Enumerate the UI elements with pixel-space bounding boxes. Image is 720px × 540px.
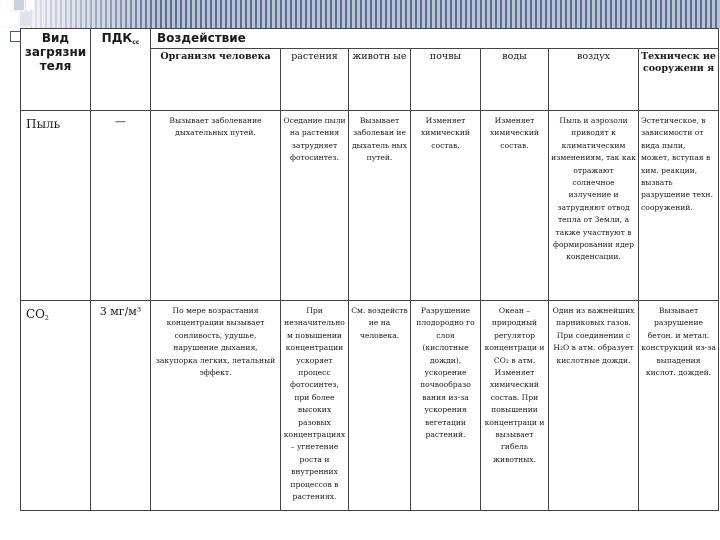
title-decoration-bar bbox=[0, 0, 720, 28]
cell-dust-structures: Эстетическое, в зависимости от вида пыли, может, вступая в хим. реакции, вызвать разрушение техн. сооружений. bbox=[639, 111, 719, 301]
cell-dust-plants: Оседание пыли на растения затрудняет фотосинтез. bbox=[281, 111, 349, 301]
cell-co2-air: Один из важнейших парниковых газов. При соединении с H₂O в атм. образует кислотные дожди. bbox=[549, 301, 639, 511]
header-col-water: воды bbox=[481, 49, 549, 111]
cell-co2-plants: При незначительно м повышении концентрации ускоряет процесс фотосинтез, при более высоких разовых концентрациях – угнетение роста и внутренних процессов в растениях. bbox=[281, 301, 349, 511]
header-effect: Воздействие bbox=[151, 29, 719, 49]
header-pdk: $ПДК_{сс}$ bbox=[91, 29, 151, 111]
cell-co2-water: Океан – природный регулятор концентраци и CO₂ в атм. Изменяет химический состав. При повышении концентраци и вызывает гибель животных. bbox=[481, 301, 549, 511]
cell-dust-soil: Изменяет химический состав. bbox=[411, 111, 481, 301]
header-col-animals: животн ые bbox=[349, 49, 411, 111]
pollutants-table bbox=[20, 28, 719, 511]
cell-co2-human: По мере возрастания концентрации вызывает сонливость, удушье, нарушение дыхания, закупорка легких, летальный эффект. bbox=[151, 301, 281, 511]
header-col-soil: почвы bbox=[411, 49, 481, 111]
header-col-human: Организм человека bbox=[151, 49, 281, 111]
cell-dust-air: Пыль и аэрозоли приводят к климатическим изменениям, так как отражают солнечное излучение и затрудняют отвод тепла от Земли, а также участвуют в формировании ядер конденсации. bbox=[549, 111, 639, 301]
row-label-co2: $CO_2$ bbox=[21, 301, 91, 511]
cell-co2-structures: Вызывает разрушение бетон. и метал. конструкций из-за выпадения кислот. дождей. bbox=[639, 301, 719, 511]
row-pdk-dust: — bbox=[91, 111, 151, 301]
cell-co2-soil: Разрушение плодородно го слоя (кислотные дожди), ускорение почвообразо вания из-за ускорения вегетации растений. bbox=[411, 301, 481, 511]
header-col-structures: Техническ ие сооружени я bbox=[639, 49, 719, 111]
header-col-air: воздух bbox=[549, 49, 639, 111]
cell-dust-water: Изменяет химический состав. bbox=[481, 111, 549, 301]
cell-dust-animals: Вызывает заболеван ие дыхатель ных путей. bbox=[349, 111, 411, 301]
header-pollutant-type: Вид загрязни теля bbox=[21, 29, 91, 111]
row-pdk-co2: 3 мг/м³ bbox=[91, 301, 151, 511]
table-row bbox=[21, 301, 719, 511]
table-row bbox=[21, 111, 719, 301]
cell-dust-human: Вызывает заболевание дыхательных путей. bbox=[151, 111, 281, 301]
cell-co2-animals: См. воздейств ие на человека. bbox=[349, 301, 411, 511]
row-label-dust: Пыль bbox=[21, 111, 91, 301]
header-col-plants: растения bbox=[281, 49, 349, 111]
